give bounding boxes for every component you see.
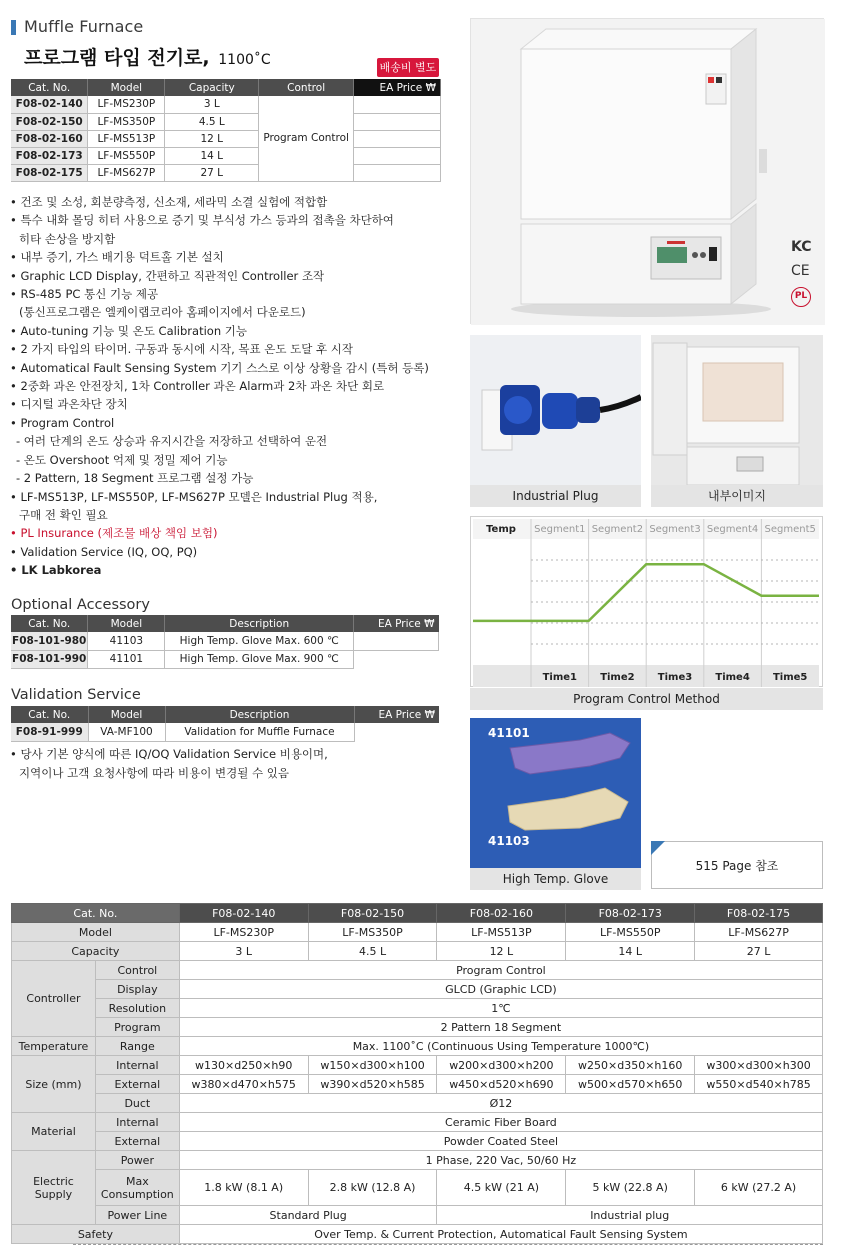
cell-capacity: 27 L <box>165 164 259 181</box>
cell-price <box>354 164 441 181</box>
cell-model: LF-MS513P <box>88 130 165 147</box>
feature-pl-insurance: • PL Insurance (제조물 배상 책임 보험) <box>10 526 218 541</box>
th-cat-no: Cat. No. <box>11 706 88 723</box>
th-control: Control <box>259 79 354 96</box>
spec-row-program <box>12 1018 823 1037</box>
chart-time-label: Time1 <box>542 672 578 683</box>
optional-table-header <box>11 615 439 632</box>
spec-label: Control <box>95 961 179 980</box>
spec-group-label-line: Supply <box>34 1187 73 1201</box>
spec-cell: w550×d540×h785 <box>695 1075 823 1094</box>
cell-cat: F08-02-173 <box>11 147 88 164</box>
spec-cell: 1 Phase, 220 Vac, 50/60 Hz <box>179 1151 822 1170</box>
product-title-text: 프로그램 타입 전기로, <box>24 47 210 69</box>
feature-item: (통신프로그램은 엘케이랩코리아 홈페이지에서 다운로드) <box>19 305 306 320</box>
table-row <box>11 96 441 113</box>
cell-cat: F08-02-160 <box>11 130 88 147</box>
spec-cell: 2 Pattern 18 Segment <box>179 1018 822 1037</box>
feature-item: • 2중화 과온 안전장치, 1차 Controller 과온 Alarm과 2차 과온 차단 회로 <box>10 379 385 394</box>
table-row <box>11 723 439 741</box>
spec-label: Power <box>95 1151 179 1170</box>
cell-cat: F08-02-150 <box>11 113 88 130</box>
spec-cell: LF-MS230P <box>179 923 308 942</box>
th-description: Description <box>165 615 354 632</box>
feature-item: • RS-485 PC 통신 기능 제공 <box>10 287 159 302</box>
category-accent-bar <box>11 20 16 35</box>
feature-item: 구매 전 확인 필요 <box>19 507 108 522</box>
th-ea-price: EA Price ₩ <box>354 706 439 723</box>
cell-price <box>354 147 441 164</box>
cell-cat: F08-101-990 <box>11 650 88 668</box>
spec-label: Resolution <box>95 999 179 1018</box>
spec-cell: 3 L <box>179 942 308 961</box>
spec-row-display <box>12 980 823 999</box>
chart-segment-label: Segment1 <box>534 524 586 535</box>
spec-cell: 27 L <box>695 942 823 961</box>
spec-cell: 1℃ <box>179 999 822 1018</box>
feature-item: • 특수 내화 몰딩 히터 사용으로 증기 및 부식성 가스 등과의 접촉을 차단하여 <box>10 213 394 228</box>
spec-cell: 4.5 L <box>308 942 437 961</box>
feature-validation: • Validation Service (IQ, OQ, PQ) <box>10 544 198 559</box>
cell-capacity: 14 L <box>165 147 259 164</box>
spec-cell: 5 kW (22.8 A) <box>566 1170 695 1206</box>
table-row <box>11 650 439 668</box>
feature-item: - 여러 단계의 온도 상승과 유지시간을 저장하고 선택하여 운전 <box>16 434 328 449</box>
spec-cell: 6 kW (27.2 A) <box>695 1170 823 1206</box>
industrial-plug-caption: Industrial Plug <box>470 485 641 507</box>
spec-row-mat-external <box>12 1132 823 1151</box>
th-model: Model <box>88 79 165 96</box>
validation-service-table <box>11 706 439 742</box>
feature-item: • Auto-tuning 기능 및 온도 Calibration 기능 <box>10 323 247 338</box>
spec-group-label: Material <box>12 1113 96 1151</box>
feature-brand: • LK Labkorea <box>10 563 102 578</box>
spec-cell: LF-MS627P <box>695 923 823 942</box>
feature-item: 히타 손상을 방지함 <box>19 231 116 246</box>
feature-list <box>10 193 460 580</box>
spec-group-label: Temperature <box>12 1037 96 1056</box>
category-name: Muffle Furnace <box>24 17 144 36</box>
spec-label: Safety <box>12 1225 180 1244</box>
validation-table-header <box>11 706 439 723</box>
chart-time-label: Time4 <box>715 672 750 683</box>
spec-cell: GLCD (Graphic LCD) <box>179 980 822 999</box>
inner-illustration <box>651 335 823 485</box>
spec-th-cat-4: F08-02-173 <box>566 904 695 923</box>
spec-cell: 14 L <box>566 942 695 961</box>
spec-th-cat-2: F08-02-150 <box>308 904 437 923</box>
feature-item: • Program Control <box>10 415 115 430</box>
spec-label: External <box>95 1075 179 1094</box>
optional-accessory-table <box>11 615 439 669</box>
spec-header-row <box>12 904 823 923</box>
spec-cell: Ceramic Fiber Board <box>179 1113 822 1132</box>
cell-model: LF-MS550P <box>88 147 165 164</box>
model-table-header <box>11 79 441 96</box>
cell-cat: F08-91-999 <box>11 723 88 741</box>
spec-row-temperature <box>12 1037 823 1056</box>
ce-mark: CE <box>791 263 810 279</box>
spec-cell: 2.8 kW (12.8 A) <box>308 1170 437 1206</box>
spec-row-max-consumption <box>12 1170 823 1206</box>
chart-time-label: Time3 <box>657 672 693 683</box>
table-row <box>11 164 441 181</box>
th-ea-price: EA Price ₩ <box>354 615 439 632</box>
spec-cell: LF-MS513P <box>437 923 566 942</box>
glove-label-top: 41101 <box>488 726 530 740</box>
spec-group-label <box>12 1151 96 1225</box>
feature-item: • Graphic LCD Display, 간편하고 직관적인 Controller 조작 <box>10 268 325 283</box>
feature-item: • 내부 증기, 가스 배기용 덕트홀 기본 설치 <box>10 250 224 265</box>
product-title <box>24 43 271 70</box>
spec-label: Range <box>95 1037 179 1056</box>
spec-cell: w450×d520×h690 <box>437 1075 566 1094</box>
program-control-caption: Program Control Method <box>470 688 823 710</box>
program-control-chart <box>470 516 823 687</box>
spec-cell: Over Temp. & Current Protection, Automatical Fault Sensing System <box>179 1225 822 1244</box>
spec-cell: 4.5 kW (21 A) <box>437 1170 566 1206</box>
pl-mark: PL <box>791 287 811 307</box>
feature-item: - 2 Pattern, 18 Segment 프로그램 설정 가능 <box>16 471 254 486</box>
cell-price <box>354 96 441 113</box>
chart-segment-label: Segment5 <box>764 524 816 535</box>
page-bottom-divider <box>73 1244 823 1245</box>
inner-image-caption: 내부이미지 <box>651 485 823 507</box>
page-reference-box: 515 Page 참조 <box>651 841 823 889</box>
cell-description: Validation for Muffle Furnace <box>165 723 354 741</box>
spec-label: Model <box>12 923 180 942</box>
spec-row-control <box>12 961 823 980</box>
spec-cell: w390×d520×h585 <box>308 1075 437 1094</box>
spec-th-cat-1: F08-02-140 <box>179 904 308 923</box>
spec-th-cat: Cat. No. <box>12 904 180 923</box>
feature-item: • 2 가지 타입의 타이머. 구동과 동시에 시작, 목표 온도 도달 후 시작 <box>10 342 353 357</box>
spec-label: External <box>95 1132 179 1151</box>
cell-model: LF-MS627P <box>88 164 165 181</box>
spec-label: Program <box>95 1018 179 1037</box>
chart-time-label: Time5 <box>772 672 808 683</box>
cell-price <box>354 113 441 130</box>
validation-note-line: • 당사 기본 양식에 따른 IQ/OQ Validation Service 비용이며, <box>10 747 328 761</box>
cell-price <box>354 130 441 147</box>
spec-cell: w150×d300×h100 <box>308 1056 437 1075</box>
spec-cell: w130×d250×h90 <box>179 1056 308 1075</box>
spec-cell: w300×d300×h300 <box>695 1056 823 1075</box>
table-row <box>11 632 439 650</box>
spec-row-power-line <box>12 1206 823 1225</box>
spec-row-duct <box>12 1094 823 1113</box>
th-cat-no: Cat. No. <box>11 615 88 632</box>
spec-cell: Powder Coated Steel <box>179 1132 822 1151</box>
cell-model: VA-MF100 <box>88 723 165 741</box>
table-row <box>11 130 441 147</box>
cell-cat: F08-02-175 <box>11 164 88 181</box>
cell-price <box>354 650 439 668</box>
inner-image <box>651 335 823 485</box>
spec-cell: w250×d350×h160 <box>566 1056 695 1075</box>
spec-row-power <box>12 1151 823 1170</box>
spec-label <box>95 1170 179 1206</box>
spec-row-model <box>12 923 823 942</box>
th-model: Model <box>88 615 165 632</box>
spec-cell: 12 L <box>437 942 566 961</box>
spec-row-safety <box>12 1225 823 1244</box>
spec-group-label: Size (mm) <box>12 1056 96 1113</box>
cell-model: LF-MS230P <box>88 96 165 113</box>
page-reference-corner <box>651 841 665 855</box>
cell-model: 41103 <box>88 632 165 650</box>
glove-image <box>470 718 641 868</box>
spec-label: Power Line <box>95 1206 179 1225</box>
kc-mark: KC <box>791 239 812 255</box>
spec-cell: Industrial plug <box>437 1206 823 1225</box>
model-table <box>11 79 441 182</box>
cell-cat: F08-02-140 <box>11 96 88 113</box>
spec-row-mat-internal <box>12 1113 823 1132</box>
product-image-furnace <box>470 18 824 324</box>
spec-label: Duct <box>95 1094 179 1113</box>
validation-note <box>10 745 328 783</box>
spec-group-label-line: Electric <box>33 1174 74 1188</box>
spec-table <box>11 903 823 1244</box>
validation-note-line: 지역이나 고객 요청사항에 따라 비용이 변경될 수 있음 <box>19 766 289 780</box>
cell-description: High Temp. Glove Max. 900 ℃ <box>165 650 354 668</box>
plug-illustration <box>470 335 641 485</box>
chart-ylabel: Temp <box>486 524 516 535</box>
glove-label-bottom: 41103 <box>488 834 530 848</box>
cell-price <box>354 723 439 741</box>
table-row <box>11 147 441 164</box>
th-description: Description <box>165 706 354 723</box>
cell-model: 41101 <box>88 650 165 668</box>
spec-row-capacity <box>12 942 823 961</box>
spec-cell: Standard Plug <box>179 1206 437 1225</box>
furnace-illustration <box>471 19 825 325</box>
spec-row-internal <box>12 1056 823 1075</box>
cell-capacity: 12 L <box>165 130 259 147</box>
spec-label: Capacity <box>12 942 180 961</box>
cell-price <box>354 632 439 650</box>
feature-item: - 온도 Overshoot 억제 및 정밀 제어 기능 <box>16 452 228 467</box>
feature-item: • 디지털 과온차단 장치 <box>10 397 128 412</box>
cell-capacity: 3 L <box>165 96 259 113</box>
th-model: Model <box>88 706 165 723</box>
spec-cell: Max. 1100˚C (Continuous Using Temperature 1000℃) <box>179 1037 822 1056</box>
chart-segment-label: Segment3 <box>649 524 701 535</box>
glove-caption: High Temp. Glove <box>470 868 641 890</box>
chart-time-label: Time2 <box>600 672 635 683</box>
spec-th-cat-5: F08-02-175 <box>695 904 823 923</box>
cell-description: High Temp. Glove Max. 600 ℃ <box>165 632 354 650</box>
spec-label-line: Consumption <box>100 1187 174 1201</box>
feature-item: • 건조 및 소성, 회분량측정, 신소재, 세라믹 소결 실험에 적합함 <box>10 195 328 209</box>
cell-model: LF-MS350P <box>88 113 165 130</box>
feature-item: • Automatical Fault Sensing System 기기 스스로 이상 상황을 감시 (특허 등록) <box>10 360 429 375</box>
validation-service-title: Validation Service <box>11 687 141 703</box>
industrial-plug-image <box>470 335 641 485</box>
spec-cell: LF-MS350P <box>308 923 437 942</box>
spec-cell: w500×d570×h650 <box>566 1075 695 1094</box>
chart-segment-label: Segment4 <box>706 524 759 535</box>
spec-label: Internal <box>95 1113 179 1132</box>
feature-item: • LF-MS513P, LF-MS550P, LF-MS627P 모델은 Industrial Plug 적용, <box>10 489 378 504</box>
spec-label: Display <box>95 980 179 999</box>
spec-row-external <box>12 1075 823 1094</box>
spec-cell: 1.8 kW (8.1 A) <box>179 1170 308 1206</box>
spec-row-resolution <box>12 999 823 1018</box>
spec-cell: Ø12 <box>179 1094 822 1113</box>
spec-label: Internal <box>95 1056 179 1075</box>
spec-th-cat-3: F08-02-160 <box>437 904 566 923</box>
cell-capacity: 4.5 L <box>165 113 259 130</box>
th-cat-no: Cat. No. <box>11 79 88 96</box>
spec-label-line: Max <box>125 1174 149 1188</box>
optional-accessory-title: Optional Accessory <box>11 597 150 613</box>
th-ea-price: EA Price ₩ <box>354 79 441 96</box>
program-control-svg <box>471 517 824 688</box>
table-row <box>11 113 441 130</box>
chart-segment-label: Segment2 <box>591 524 644 535</box>
th-capacity: Capacity <box>165 79 259 96</box>
spec-cell: LF-MS550P <box>566 923 695 942</box>
cell-control: Program Control <box>259 96 354 181</box>
spec-cell: Program Control <box>179 961 822 980</box>
spec-cell: w200×d300×h200 <box>437 1056 566 1075</box>
spec-group-label: Controller <box>12 961 96 1037</box>
shipping-badge: 배송비 별도 <box>377 58 439 77</box>
spec-cell: w380×d470×h575 <box>179 1075 308 1094</box>
cell-cat: F08-101-980 <box>11 632 88 650</box>
product-max-temp: 1100˚C <box>218 52 271 68</box>
